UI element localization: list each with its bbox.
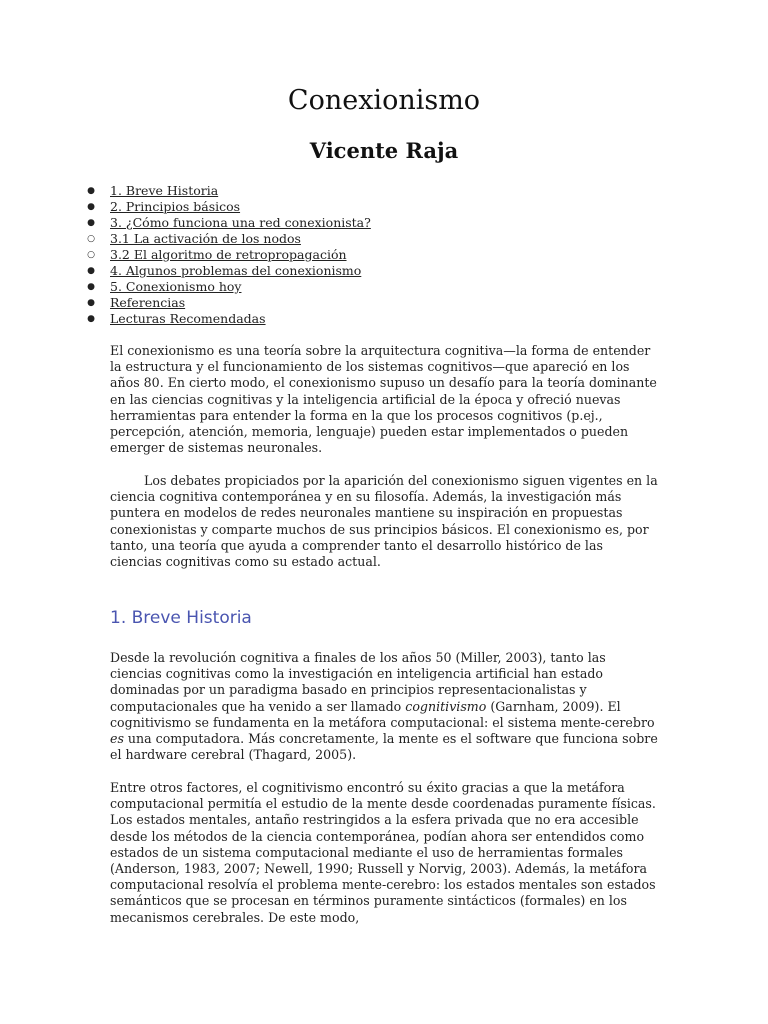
toc-link-principios-basicos[interactable]: 2. Principios básicos: [110, 199, 241, 214]
text-span: Desde la revolución cognitiva a finales de los años 50 (Miller, 2003), tanto las ciencias cognitivas como la investigación en inteligencia artificial han estado dominadas por un paradigma basado en principios representacionalistas y computacionales que ha venido a ser llamado: [110, 650, 606, 714]
section1-paragraph-1: [110, 650, 658, 763]
toc-item: [87, 263, 371, 279]
bullet-icon: ●: [87, 282, 95, 292]
intro-paragraph-2: Los debates propiciados por la aparición del conexionismo siguen vigentes en la ciencia cognitiva contemporánea y en su filosofía. Además, la investigación más puntera en modelos de redes neuronales mantiene su inspiración en propuestas conexionistas y comparte muchos de sus principios básicos. El conexionismo es, por tanto, una teoría que ayuda a comprender tanto el desarrollo histórico de las ciencias cognitivas como su estado actual.: [110, 473, 658, 570]
intro-paragraph-1: El conexionismo es una teoría sobre la arquitectura cognitiva—la forma de entender la estructura y el funcionamiento de los sistemas cognitivos—que apareció en los años 80. En cierto modo, el conexionismo supuso un desafío para la teoría dominante en las ciencias cognitivas y la inteligencia artificial de la época y ofreció nuevas herramientas para entender la forma en la que los procesos cognitivos (p.ej., percepción, atención, memoria, lenguaje) pueden estar implementados o pueden emerger de sistemas neuronales.: [110, 343, 657, 456]
toc-item: [87, 311, 371, 327]
emphasis-es: es: [110, 731, 124, 747]
toc-link-retropropagacion[interactable]: 3.2 El algoritmo de retropropagación: [110, 247, 347, 262]
toc-link-como-funciona[interactable]: 3. ¿Cómo funciona una red conexionista?: [110, 215, 371, 230]
circle-bullet-icon: ○: [87, 234, 95, 244]
toc-link-breve-historia[interactable]: 1. Breve Historia: [110, 183, 219, 198]
emphasis-cognitivismo: cognitivismo: [405, 698, 487, 714]
table-of-contents: [87, 183, 371, 327]
toc-link-problemas[interactable]: 4. Algunos problemas del conexionismo: [110, 263, 362, 278]
bullet-icon: ●: [87, 266, 95, 276]
bullet-icon: ●: [87, 218, 95, 228]
bullet-icon: ●: [87, 186, 95, 196]
section1-paragraph-2: Entre otros factores, el cognitivismo encontró su éxito gracias a que la metáfora computacional permitía el estudio de la mente desde coordenadas puramente físicas. Los estados mentales, antaño restringidos a la esfera privada que no era accesible desde los métodos de la ciencia contemporánea, podían ahora ser entendidos como estados de un sistema computacional mediante el uso de herramientas formales (Anderson, 1983, 2007; Newell, 1990; Russell y Norvig, 2003). Además, la metáfora computacional resolvía el problema mente-cerebro: los estados mentales son estados semánticos que se procesan en términos puramente sintácticos (formales) en los mecanismos cerebrales. De este modo,: [110, 780, 656, 925]
bullet-icon: ●: [87, 314, 95, 324]
text-span: una computadora. Más concretamente, la mente es el software que funciona sobre el hardware cerebral (Thagard, 2005).: [110, 731, 658, 763]
section-heading-breve-historia: 1. Breve Historia: [110, 608, 252, 628]
text-span: (Garnham, 2009). El cognitivismo se fundamenta en la metáfora computacional: el sistema mente-cerebro: [110, 698, 655, 730]
toc-link-conexionismo-hoy[interactable]: 5. Conexionismo hoy: [110, 279, 242, 294]
toc-item: [87, 247, 371, 263]
toc-link-referencias[interactable]: Referencias: [110, 295, 186, 310]
toc-link-activacion-nodos[interactable]: 3.1 La activación de los nodos: [110, 231, 301, 246]
toc-link-lecturas[interactable]: Lecturas Recomendadas: [110, 311, 266, 326]
document-title: Conexionismo: [287, 85, 481, 116]
toc-item: [87, 183, 371, 199]
toc-item: [87, 231, 371, 247]
toc-item: [87, 295, 371, 311]
toc-item: [87, 199, 371, 215]
toc-item: [87, 279, 371, 295]
toc-item: [87, 215, 371, 231]
bullet-icon: ●: [87, 298, 95, 308]
bullet-icon: ●: [87, 202, 95, 212]
circle-bullet-icon: ○: [87, 250, 95, 260]
document-author: Vicente Raja: [309, 138, 459, 163]
